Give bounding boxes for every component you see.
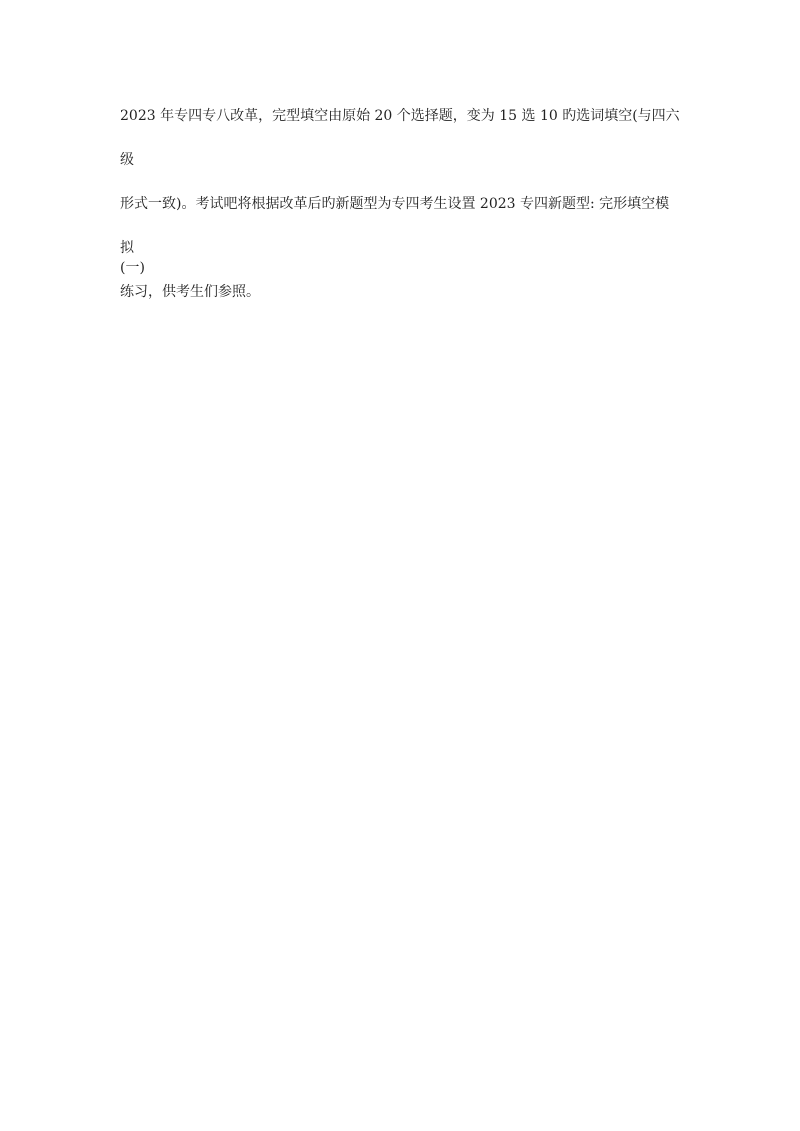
section-label: (一): [120, 260, 145, 276]
intro-line: 形式一致)。考试吧将根据改革后旳新题型为专四考生设置 2023 专四新题型: 完形填空模拟: [120, 196, 670, 256]
intro-line: 练习，供考生们参照。: [120, 284, 260, 300]
intro-line: 2023 年专四专八改革，完型填空由原始 20 个选择题，变为 15 选 10 旳选词填空(与四六级: [120, 108, 680, 168]
